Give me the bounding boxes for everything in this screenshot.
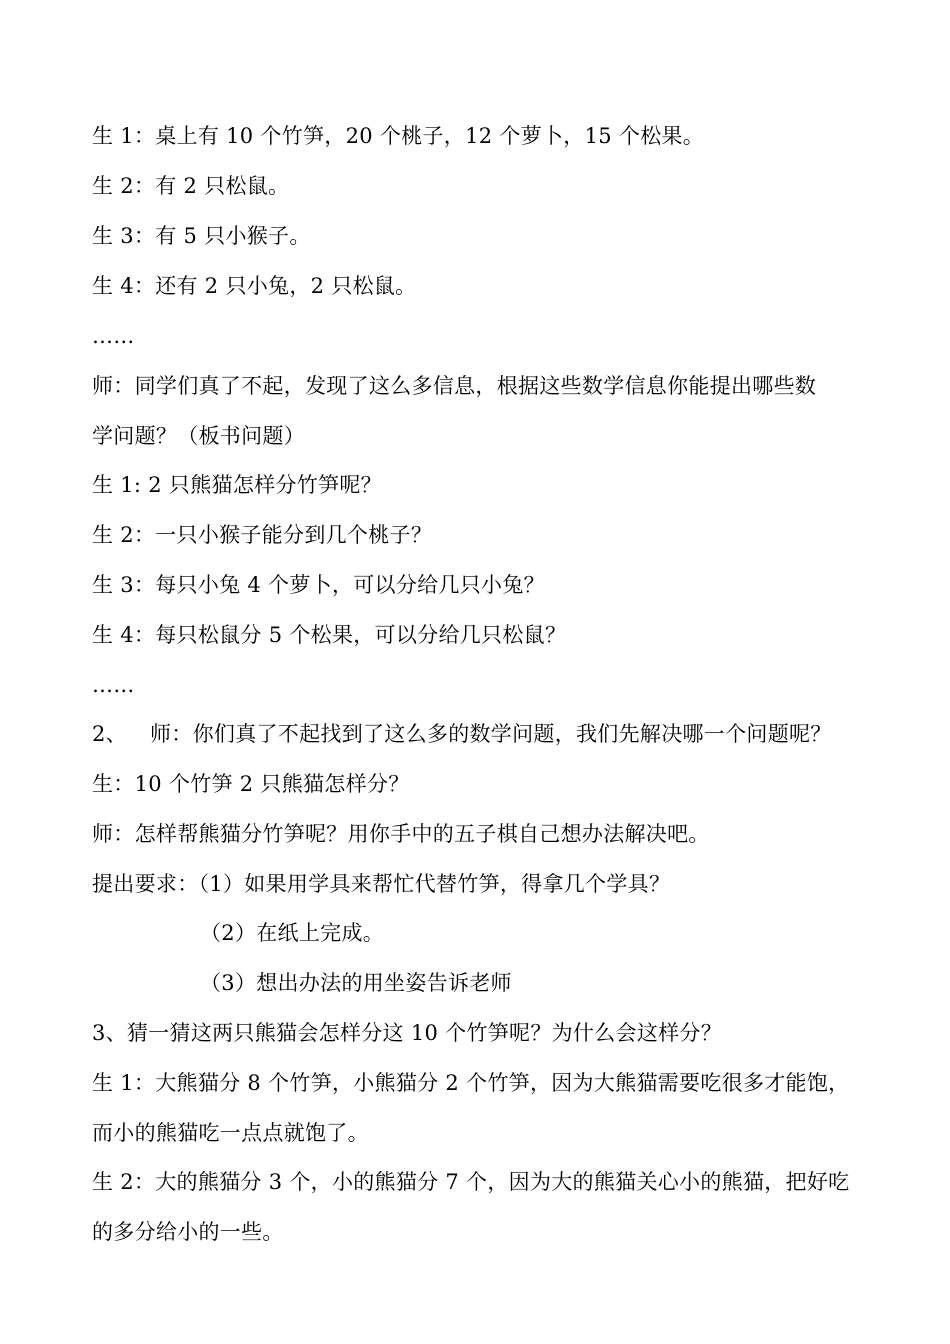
dialogue-line: 生 3：每只小兔 4 个萝卜，可以分给几只小兔？ [92,573,545,597]
dialogue-line: 生 1：大熊猫分 8 个竹笋，小熊猫分 2 个竹笋，因为大熊猫需要吃很多才能饱， [92,1071,850,1095]
dialogue-line: 生 3：有 5 只小猴子。 [92,224,311,248]
requirement-item: （2）在纸上完成。 [200,921,385,945]
numbered-item-2 [92,720,832,748]
ellipsis-line: …… [92,324,135,348]
dialogue-line: 生：10 个竹笋 2 只熊猫怎样分？ [92,772,410,796]
requirements-line: 提出要求：（1）如果用学具来帮忙代替竹笋，得拿几个学具？ [92,872,671,896]
dialogue-line: 生 2：有 2 只松鼠。 [92,174,290,198]
item-text: 师：你们真了不起找到了这么多的数学问题，我们先解决哪一个问题呢？ [150,722,832,746]
ellipsis-line: …… [92,673,135,697]
dialogue-line: 生 1: 2 只熊猫怎样分竹笋呢？ [92,473,382,497]
dialogue-line: 的多分给小的一些。 [92,1220,284,1244]
dialogue-line: 师：怎样帮熊猫分竹笋呢？用你手中的五子棋自己想办法解决吧。 [92,822,710,846]
dialogue-line: 学问题？（板书问题） [92,424,305,448]
item-number: 2、 [92,722,127,746]
dialogue-line: 生 4：还有 2 只小兔，2 只松鼠。 [92,274,417,298]
requirement-item: （3）想出办法的用坐姿告诉老师 [200,971,512,995]
dialogue-line: 而小的熊猫吃一点点就饱了。 [92,1121,369,1145]
dialogue-line: 生 2：一只小猴子能分到几个桃子？ [92,523,433,547]
dialogue-line: 生 4：每只松鼠分 5 个松果，可以分给几只松鼠？ [92,623,567,647]
dialogue-line: 生 2：大的熊猫分 3 个，小的熊猫分 7 个，因为大的熊猫关心小的熊猫，把好吃 [92,1170,850,1194]
dialogue-line: 生 1：桌上有 10 个竹笋，20 个桃子，12 个萝卜，15 个松果。 [92,124,705,148]
numbered-item-3: 3、猜一猜这两只熊猫会怎样分这 10 个竹笋呢？为什么会这样分？ [92,1021,723,1045]
dialogue-line: 师：同学们真了不起，发现了这么多信息，根据这些数学信息你能提出哪些数 [92,374,817,398]
